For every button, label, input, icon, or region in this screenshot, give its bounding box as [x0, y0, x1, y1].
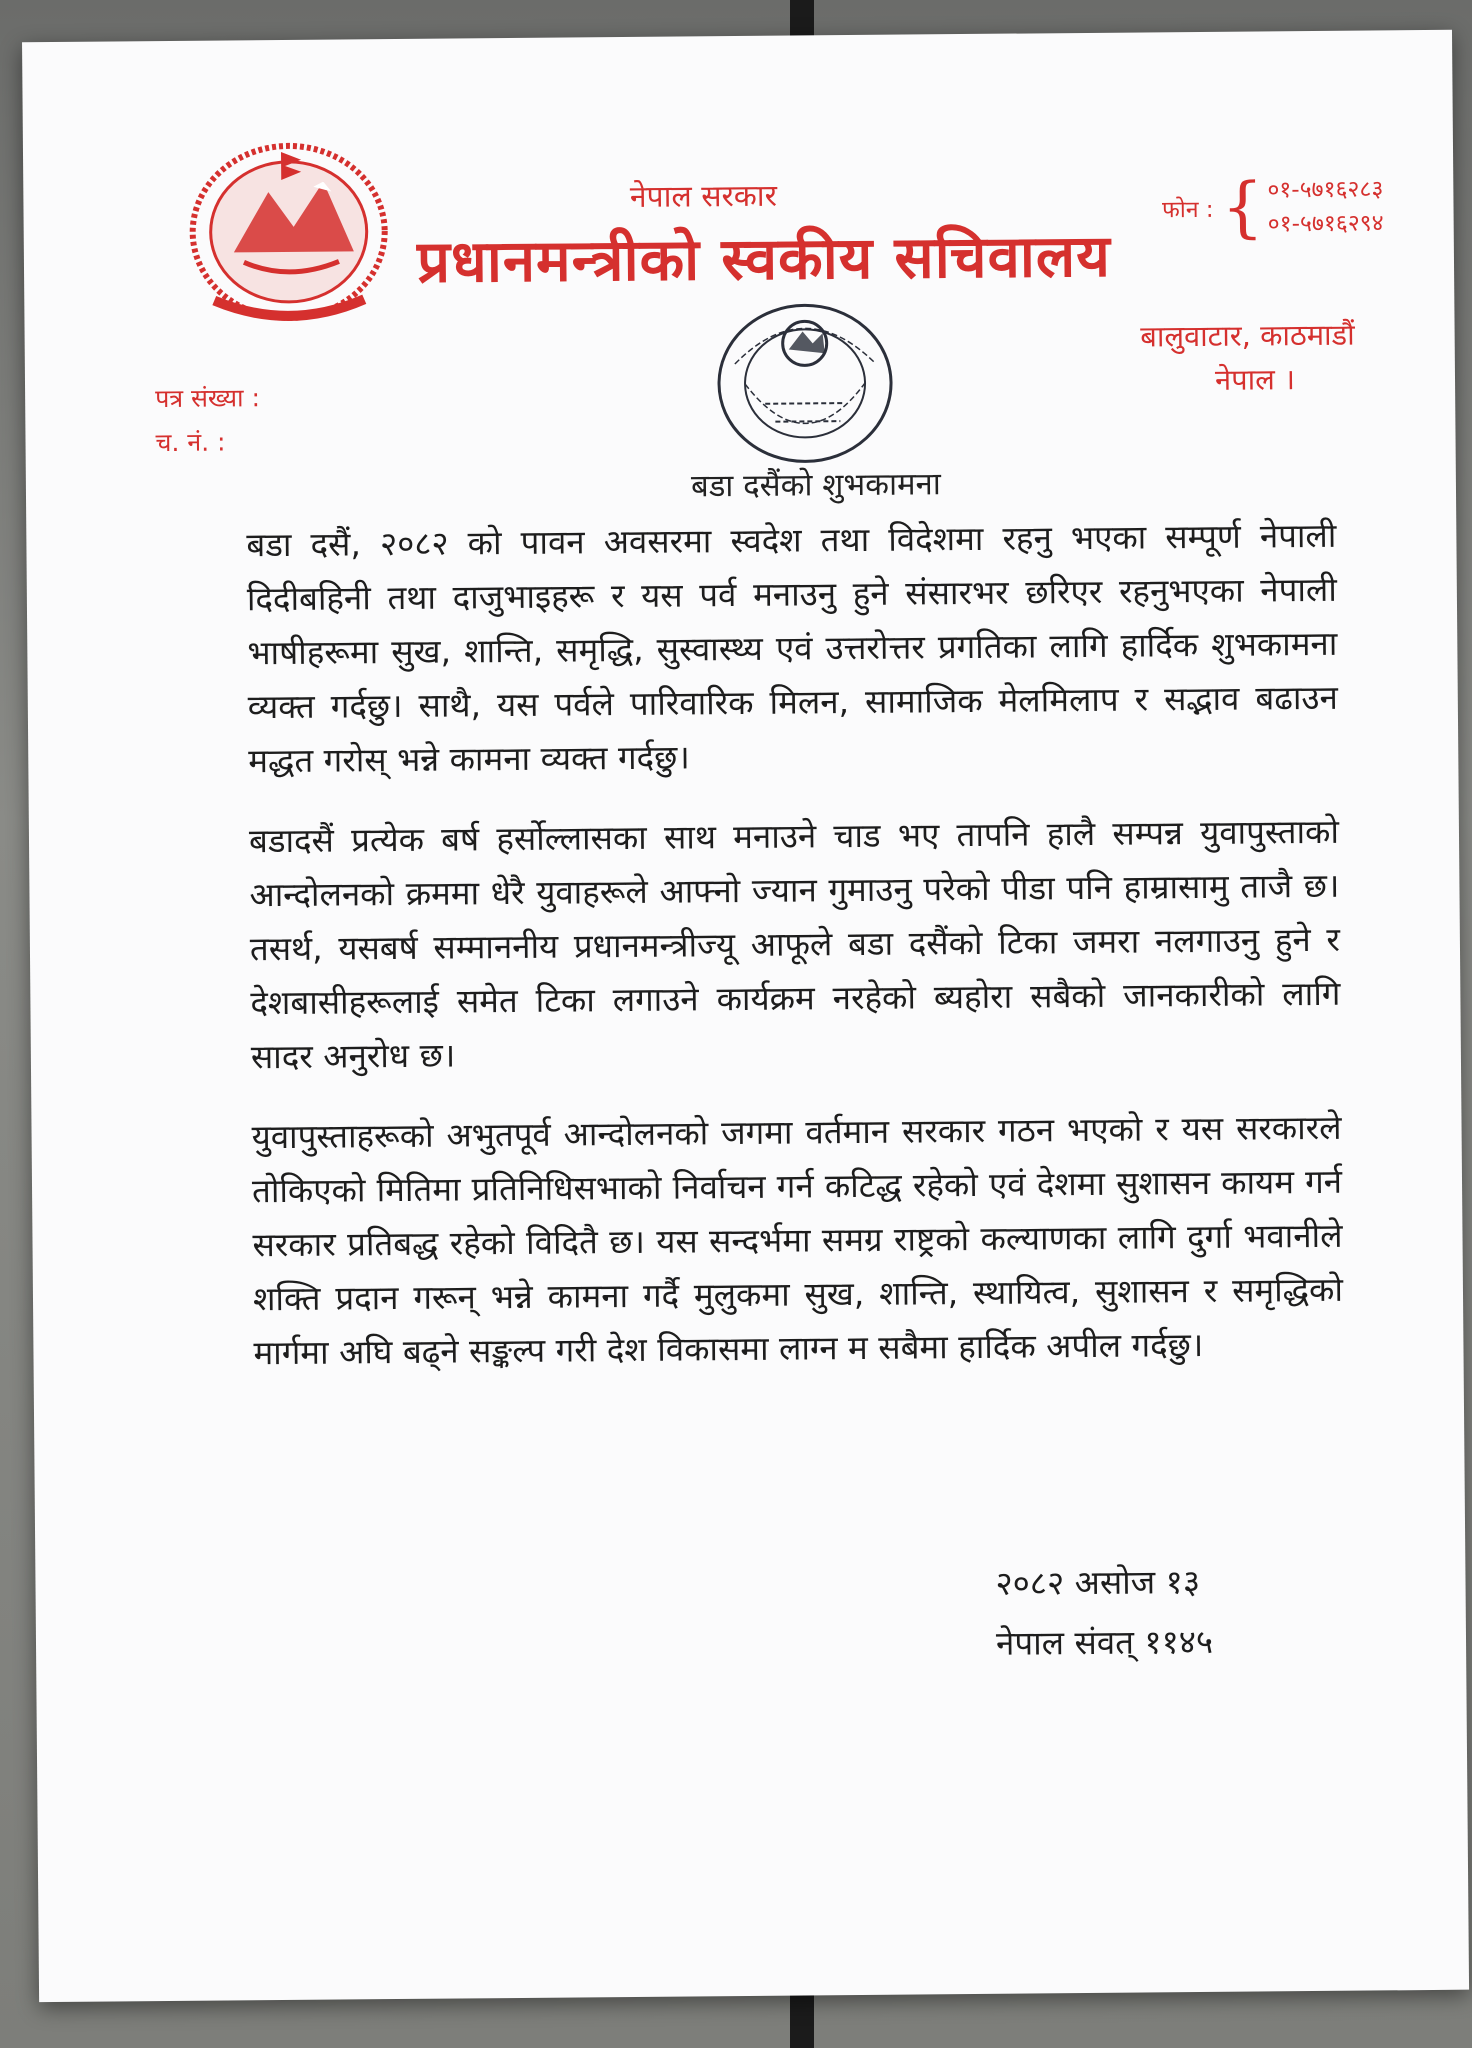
- address-block: [1140, 313, 1355, 403]
- letter-number-label: पत्र संख्या :: [155, 383, 261, 414]
- government-name: नेपाल सरकार: [629, 178, 778, 215]
- address-line: बालुवाटार, काठमाडौं: [1140, 317, 1355, 354]
- reference-fields: [155, 376, 261, 465]
- body-paragraph: बडा दसैं, २०८२ को पावन अवसरमा स्वदेश तथा विदेशमा रहनु भएका सम्पूर्ण नेपाली दिदीबहिनी तथा दाजुभाइहरू र यस पर्व मनाउनु हुने संसारभर छरिएर रहनुभएका नेपाली भाषीहरूमा सुख, शान्ति, समृद्धि, सुस्वास्थ्य एवं उत्तरोत्तर प्रगतिका लागि हार्दिक शुभकामना व्यक्त गर्दछु। साथै, यस पर्वले पारिवारिक मिलन, सामाजिक मेलमिलाप र सद्भाव बढाउन मद्धत गरोस् भन्ने कामना व्यक्त गर्दछु।: [246, 515, 1338, 781]
- office-stamp-icon: [704, 293, 906, 475]
- phone-numbers: [1267, 172, 1384, 241]
- body-paragraph: बडादसैं प्रत्येक बर्ष हर्सोल्लासका साथ मनाउने चाड भए तापनि हालै सम्पन्न युवापुस्ताको आन्दोलनको क्रममा धेरै युवाहरूले आफ्नो ज्यान गुमाउनु परेको पीडा पनि हाम्रासामु ताजै छ। तसर्थ, यसबर्ष सम्माननीय प्रधानमन्त्रीज्यू आफूले बडा दसैंको टिका जमरा नलगाउनु हुने र देशबासीहरूलाई समेत टिका लगाउने कार्यक्रम नरहेको ब्यहोरा सबैको जानकारीको लागि सादर अनुरोध छ।: [248, 811, 1341, 1077]
- brace-icon: {: [1221, 168, 1264, 246]
- letterhead-title-block: [383, 170, 1144, 299]
- phone-number: ०१-५७१६२९४: [1267, 210, 1384, 238]
- letter-sheet: [22, 30, 1469, 2002]
- phone-block: [1161, 168, 1384, 246]
- office-name: प्रधानमन्त्रीको स्वकीय सचिवालय: [416, 221, 1112, 296]
- dispatch-number-label: च. नं. :: [155, 427, 226, 458]
- phone-number: ०१-५७१६२८३: [1267, 176, 1384, 204]
- date-block: [995, 1552, 1213, 1674]
- nepal-sambat-date: नेपाल संवत् ११४५: [995, 1621, 1214, 1663]
- body-paragraph: युवापुस्ताहरूको अभुतपूर्व आन्दोलनको जगमा वर्तमान सरकार गठन भएको र यस सरकारले तोकिएको मितिमा प्रतिनिधिसभाको निर्वाचन गर्न कटिद्ध रहेको एवं देशमा सुशासन कायम गर्न सरकार प्रतिबद्ध रहेको विदितै छ। यस सन्दर्भमा समग्र राष्ट्रको कल्याणका लागि दुर्गा भवानीले शक्ति प्रदान गरून् भन्ने कामना गर्दै मुलुकमा सुख, शान्ति, स्थायित्व, सुशासन र समृद्धिको मार्गमा अघि बढ्ने सङ्कल्प गरी देश विकासमा लाग्न म सबैमा हार्दिक अपील गर्दछु।: [251, 1107, 1344, 1373]
- address-line: नेपाल ।: [1214, 362, 1296, 397]
- letter-subject: बडा दसैंको शुभकामना: [690, 466, 941, 505]
- letter-body: [246, 509, 1344, 1406]
- letter-date: २०८२ असोज १३: [995, 1562, 1201, 1603]
- nepal-emblem-icon: [173, 131, 405, 333]
- phone-label: फोन :: [1161, 196, 1214, 224]
